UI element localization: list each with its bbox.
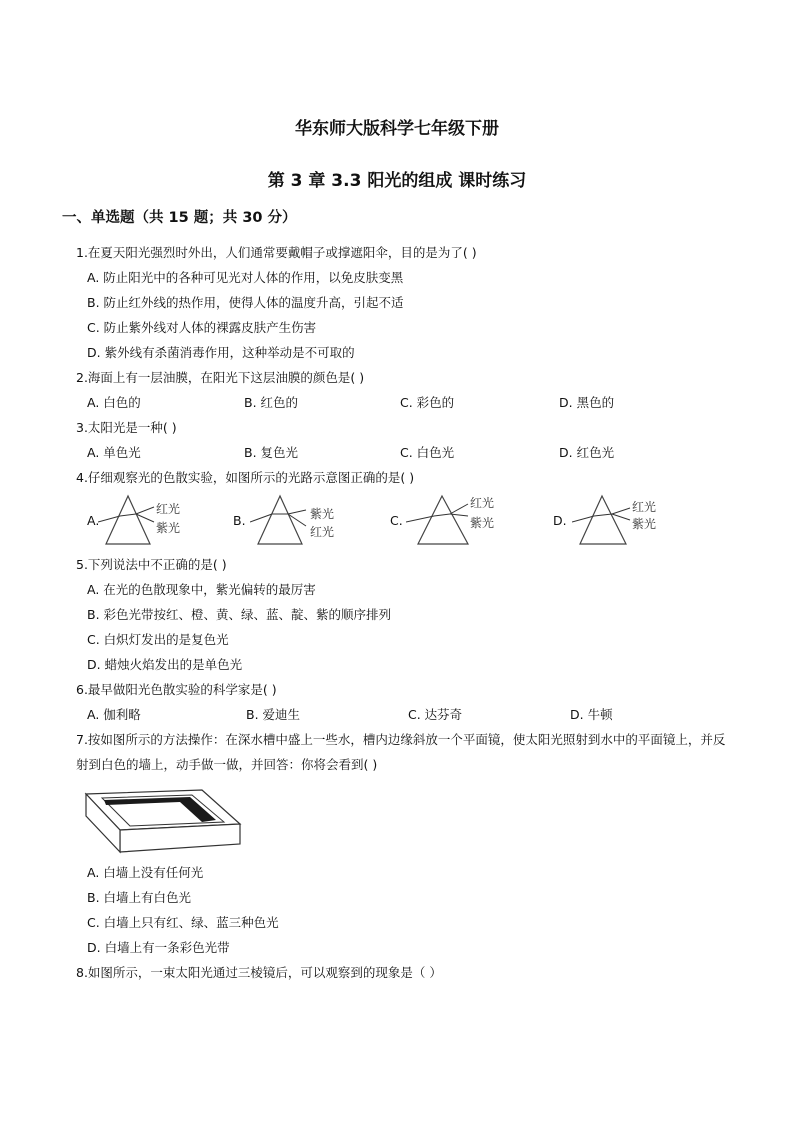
question-7-option-c[interactable]: C. 白墙上只有红、绿、蓝三种色光	[87, 915, 279, 930]
prism-c-bottom-label: 紫光	[470, 516, 495, 530]
question-6-option-b[interactable]: B. 爱迪生	[246, 707, 301, 722]
prism-b-top-label: 紫光	[310, 507, 335, 521]
question-8-stem: 8.如图所示，一束太阳光通过三棱镜后，可以观察到的现象是（ ）	[76, 965, 442, 980]
question-3-stem: 3.太阳光是一种( )	[76, 420, 177, 435]
question-6-option-a[interactable]: A. 伽利略	[87, 707, 141, 722]
question-1-option-b[interactable]: B. 防止红外线的热作用，使得人体的温度升高，引起不适	[87, 295, 404, 310]
question-3-option-a[interactable]: A. 单色光	[87, 445, 141, 460]
question-3-option-c[interactable]: C. 白色光	[400, 445, 455, 460]
question-1-stem: 1.在夏天阳光强烈时外出，人们通常要戴帽子或撑遮阳伞，目的是为了( )	[76, 245, 477, 260]
question-5-option-d[interactable]: D. 蜡烛火焰发出的是单色光	[87, 657, 243, 672]
question-2-option-b[interactable]: B. 红色的	[244, 395, 299, 410]
question-3-option-b[interactable]: B. 复色光	[244, 445, 299, 460]
prism-b-bottom-label: 红光	[310, 525, 335, 539]
prism-diagram-c	[406, 492, 506, 548]
question-3-option-d[interactable]: D. 红色光	[559, 445, 615, 460]
page-subtitle: 第 3 章 3.3 阳光的组成 课时练习	[267, 171, 527, 191]
question-4-option-b[interactable]: B.	[233, 513, 246, 528]
prism-c-top-label: 红光	[470, 496, 495, 510]
question-1-option-a[interactable]: A. 防止阳光中的各种可见光对人体的作用，以免皮肤变黑	[87, 270, 404, 285]
page-title: 华东师大版科学七年级下册	[295, 119, 499, 139]
question-7-option-a[interactable]: A. 白墙上没有任何光	[87, 865, 204, 880]
question-7-option-d[interactable]: D. 白墙上有一条彩色光带	[87, 940, 230, 955]
question-5-option-b[interactable]: B. 彩色光带按红、橙、黄、绿、蓝、靛、紫的顺序排列	[87, 607, 392, 622]
water-tank-diagram	[84, 786, 244, 856]
section-heading: 一、单选题（共 15 题；共 30 分）	[62, 210, 297, 226]
question-4-option-d[interactable]: D.	[553, 513, 567, 528]
question-2-option-c[interactable]: C. 彩色的	[400, 395, 455, 410]
question-4-option-a[interactable]: A.	[87, 513, 100, 528]
prism-diagram-d	[572, 492, 672, 548]
question-6-option-c[interactable]: C. 达芬奇	[408, 707, 463, 722]
question-4-option-c[interactable]: C.	[390, 513, 403, 528]
question-2-option-a[interactable]: A. 白色的	[87, 395, 141, 410]
question-5-stem: 5.下列说法中不正确的是( )	[76, 557, 227, 572]
question-1-option-d[interactable]: D. 紫外线有杀菌消毒作用，这种举动是不可取的	[87, 345, 355, 360]
question-2-stem: 2.海面上有一层油膜，在阳光下这层油膜的颜色是( )	[76, 370, 365, 385]
prism-d-top-label: 红光	[632, 500, 657, 514]
question-5-option-c[interactable]: C. 白炽灯发出的是复色光	[87, 632, 229, 647]
question-2-option-d[interactable]: D. 黑色的	[559, 395, 615, 410]
question-4-stem: 4.仔细观察光的色散实验，如图所示的光路示意图正确的是( )	[76, 470, 415, 485]
question-6-stem: 6.最早做阳光色散实验的科学家是( )	[76, 682, 277, 697]
question-1-option-c[interactable]: C. 防止紫外线对人体的裸露皮肤产生伤害	[87, 320, 317, 335]
question-7-option-b[interactable]: B. 白墙上有白色光	[87, 890, 192, 905]
question-5-option-a[interactable]: A. 在光的色散现象中，紫光偏转的最厉害	[87, 582, 316, 597]
prism-a-bottom-label: 紫光	[156, 521, 181, 535]
question-6-option-d[interactable]: D. 牛顿	[570, 707, 613, 722]
prism-d-bottom-label: 紫光	[632, 517, 657, 531]
prism-a-top-label: 红光	[156, 502, 181, 516]
prism-diagram-a	[98, 492, 194, 548]
prism-diagram-b	[250, 492, 346, 548]
question-7-stem: 7.按如图所示的方法操作：在深水槽中盛上一些水，槽内边缘斜放一个平面镜，使太阳光照射到水中的平面镜上，并反射到白色的墙上，动手做一做，并回答：你将会看到( )	[76, 732, 726, 772]
